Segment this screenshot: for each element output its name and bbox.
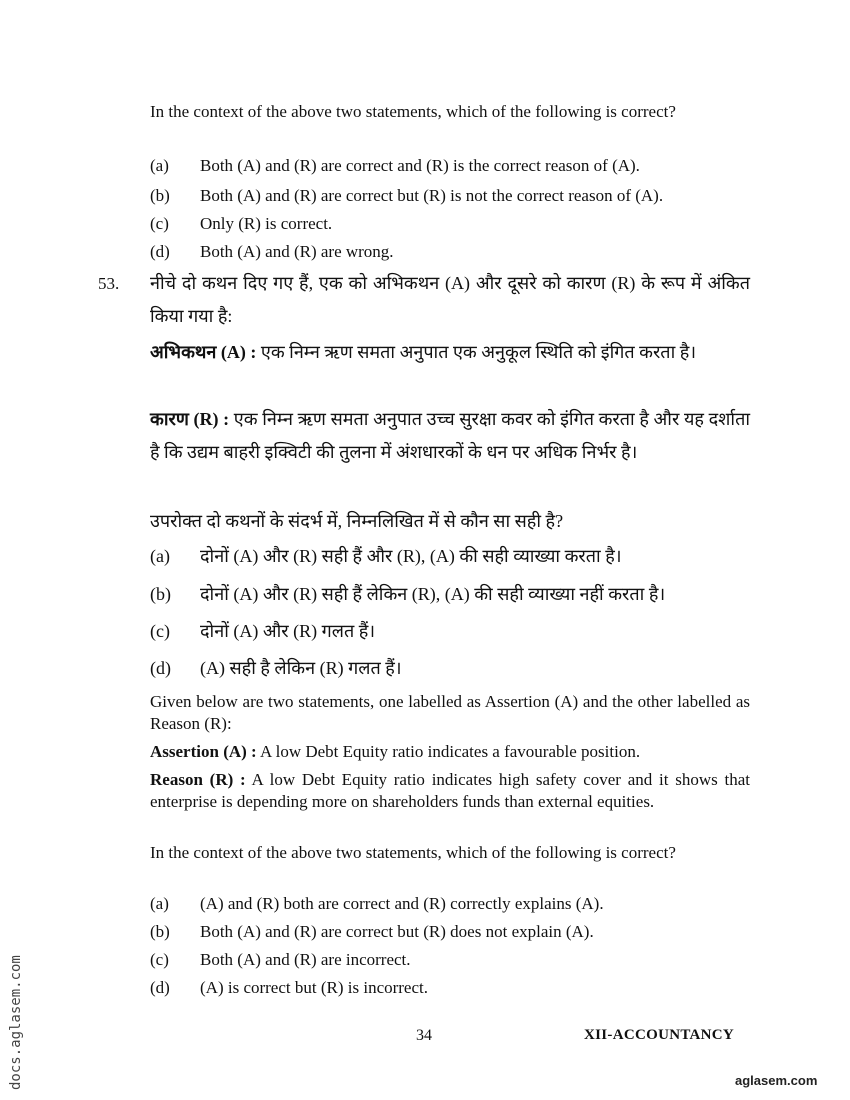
en-option-d xyxy=(150,977,770,999)
option-text: दोनों (A) और (R) सही हैं लेकिन (R), (A) की सही व्याख्या नहीं करता है। xyxy=(200,584,666,604)
hi-reason-text: एक निम्न ऋण समता अनुपात उच्च सुरक्षा कवर को इंगित करता है और यह दर्शाता है कि उद्यम बाहरी इक्विटी की तुलना में अंशधारकों के धन पर अधिक निर्भर है। xyxy=(150,409,751,462)
en-reason-label: Reason (R) : xyxy=(150,770,246,789)
option-label: (b) xyxy=(150,584,171,604)
option-label: (c) xyxy=(150,214,169,233)
option-label: (d) xyxy=(150,658,171,678)
option-text: Both (A) and (R) are incorrect. xyxy=(200,950,411,969)
hi-assertion-label: अभिकथन (A) : xyxy=(150,342,257,362)
option-label: (a) xyxy=(150,894,169,913)
option-label: (d) xyxy=(150,242,170,261)
side-watermark: docs.aglasem.com xyxy=(8,955,24,1090)
option-label: (a) xyxy=(150,156,169,175)
hi-option-c xyxy=(150,620,770,642)
en-stem: In the context of the above two statements, which of the following is correct? xyxy=(150,843,676,862)
hi-option-a xyxy=(150,545,770,567)
option-text: Both (A) and (R) are correct but (R) is not the correct reason of (A). xyxy=(200,186,664,205)
subject-label: XII-ACCOUNTANCY xyxy=(584,1027,735,1043)
hi-assertion-text: एक निम्न ऋण समता अनुपात एक अनुकूल स्थिति को इंगित करता है। xyxy=(260,342,697,362)
option-text: (A) is correct but (R) is incorrect. xyxy=(200,978,428,997)
option-label: (b) xyxy=(150,186,170,205)
option-text: दोनों (A) और (R) सही हैं और (R), (A) की सही व्याख्या करता है। xyxy=(200,546,622,566)
prev-option-b xyxy=(150,185,770,207)
option-text: Both (A) and (R) are correct but (R) does not explain (A). xyxy=(200,922,594,941)
option-label: (b) xyxy=(150,922,170,941)
hi-reason-label: कारण (R) : xyxy=(150,409,230,429)
option-label: (d) xyxy=(150,978,170,997)
hi-intro: नीचे दो कथन दिए गए हैं, एक को अभिकथन (A) और दूसरे को कारण (R) के रूप में अंकित किया गया है: xyxy=(150,273,750,326)
hi-option-d xyxy=(150,657,770,679)
prev-question-stem: In the context of the above two statements, which of the following is correct? xyxy=(150,102,676,121)
option-text: (A) सही है लेकिन (R) गलत हैं। xyxy=(200,658,402,678)
hi-assertion xyxy=(150,336,750,369)
hi-stem: उपरोक्त दो कथनों के संदर्भ में, निम्नलिखित में से कौन सा सही है? xyxy=(150,511,564,531)
option-label: (c) xyxy=(150,950,169,969)
option-text: दोनों (A) और (R) गलत हैं। xyxy=(200,621,376,641)
hi-reason xyxy=(150,403,750,469)
prev-option-c xyxy=(150,213,770,235)
en-assertion xyxy=(150,741,750,763)
option-label: (c) xyxy=(150,621,170,641)
en-option-c xyxy=(150,949,770,971)
en-reason xyxy=(150,769,750,813)
en-option-a xyxy=(150,893,770,915)
page-number: 34 xyxy=(416,1027,432,1044)
option-text: (A) and (R) both are correct and (R) correctly explains (A). xyxy=(200,894,604,913)
option-text: Both (A) and (R) are wrong. xyxy=(200,242,394,261)
prev-option-a xyxy=(150,155,770,177)
en-assertion-text: A low Debt Equity ratio indicates a favourable position. xyxy=(260,742,641,761)
en-option-b xyxy=(150,921,770,943)
hi-option-b xyxy=(150,583,770,605)
prev-option-d xyxy=(150,241,770,263)
option-text: Only (R) is correct. xyxy=(200,214,333,233)
brand-link[interactable]: aglasem.com xyxy=(735,1073,818,1088)
option-label: (a) xyxy=(150,546,170,566)
en-reason-text: A low Debt Equity ratio indicates high safety cover and it shows that enterprise is depending more on shareholders funds than external equities. xyxy=(150,770,750,811)
en-intro: Given below are two statements, one labelled as Assertion (A) and the other labelled as Reason (R): xyxy=(150,692,750,733)
option-text: Both (A) and (R) are correct and (R) is the correct reason of (A). xyxy=(200,156,640,175)
question-number: 53. xyxy=(98,274,120,293)
en-assertion-label: Assertion (A) : xyxy=(150,742,257,761)
